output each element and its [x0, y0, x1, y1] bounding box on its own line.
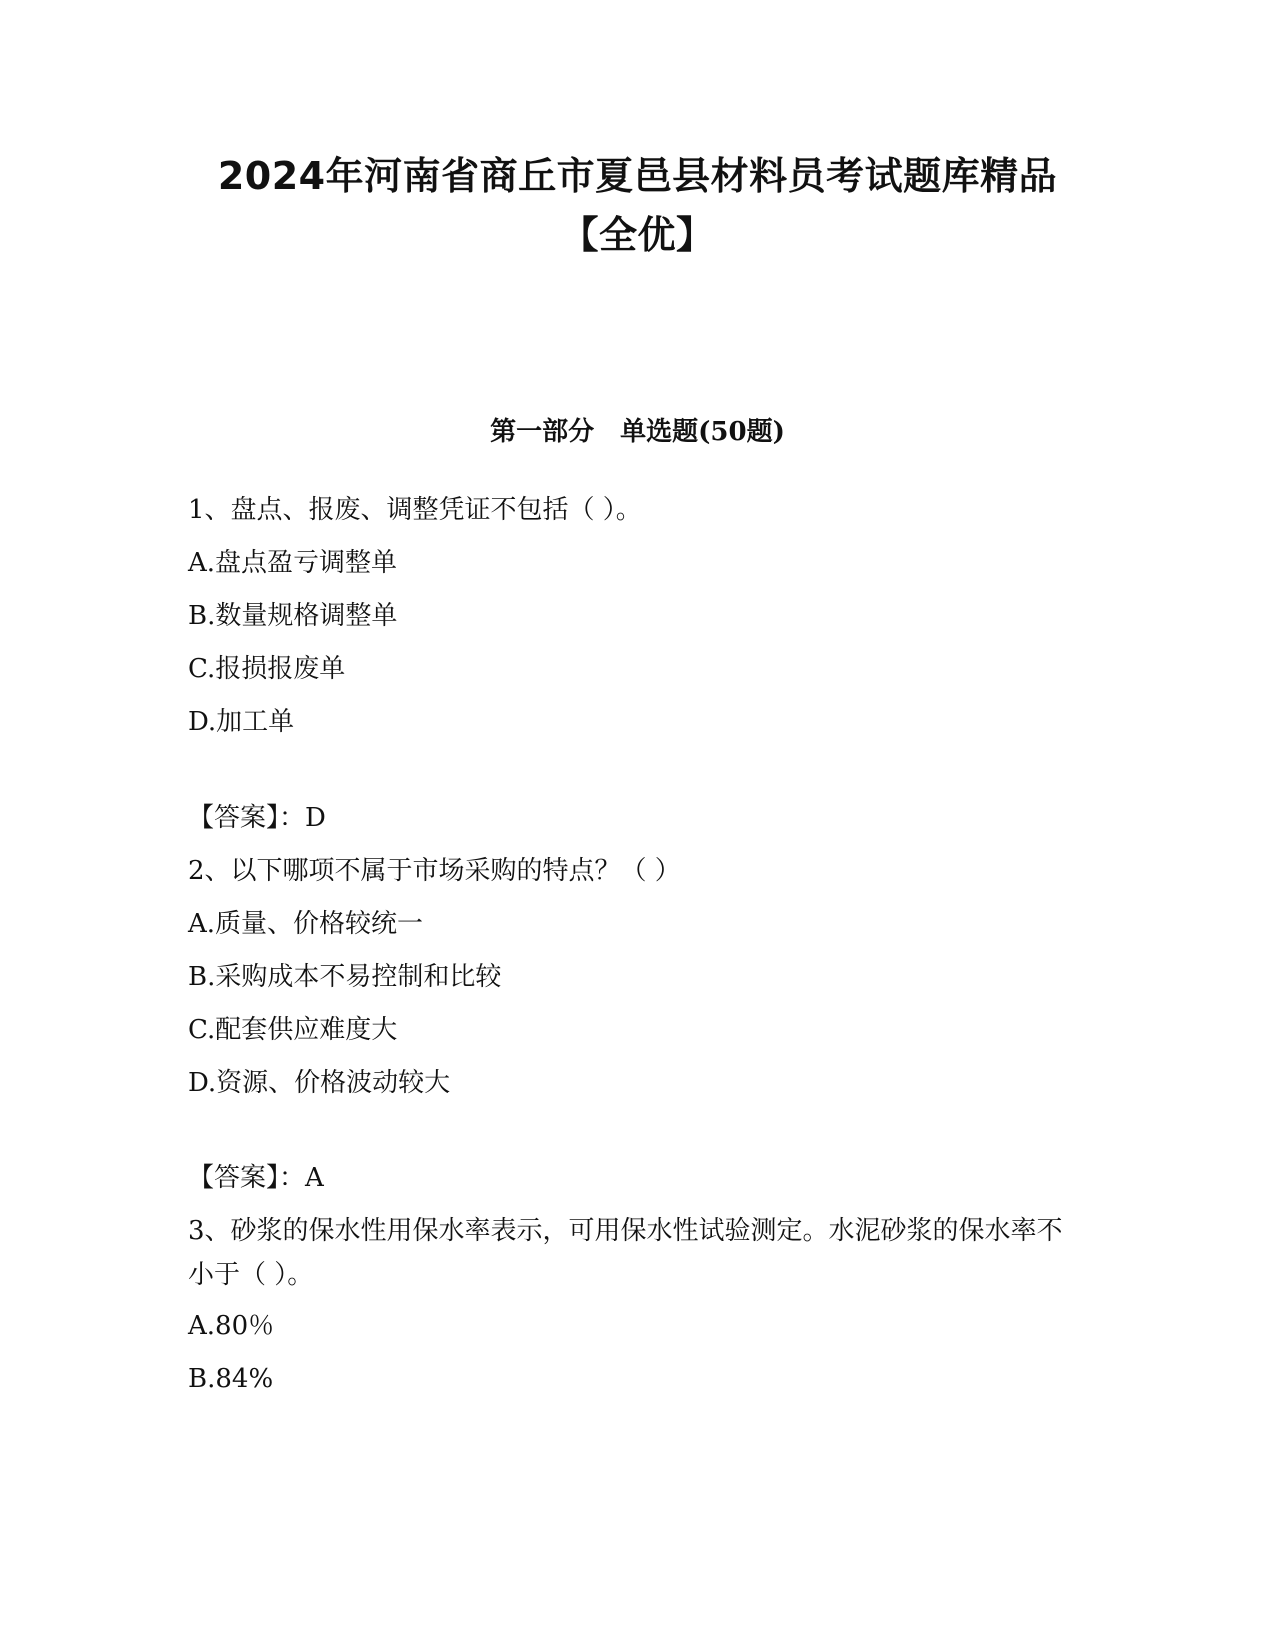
- question-2-answer: 【答案】：A: [188, 1163, 324, 1193]
- section-heading: 第一部分 单选题(50题): [490, 417, 785, 447]
- question-1-option-a: A.盘点盈亏调整单: [188, 548, 398, 578]
- question-2-option-b: B.采购成本不易控制和比较: [188, 962, 502, 992]
- question-2-stem: 2、以下哪项不属于市场采购的特点？（ ）: [188, 856, 681, 886]
- question-3-option-b: B.84%: [188, 1364, 274, 1394]
- question-1-option-d: D.加工单: [188, 707, 295, 737]
- question-1-answer: 【答案】：D: [188, 803, 326, 833]
- question-2-option-c: C.配套供应难度大: [188, 1015, 398, 1045]
- question-3-option-a: A.80％: [188, 1311, 275, 1341]
- question-1-option-b: B.数量规格调整单: [188, 601, 398, 631]
- question-1-option-c: C.报损报废单: [188, 654, 346, 684]
- document-title-line-2: 【全优】: [560, 213, 715, 257]
- document-title-line-1: 2024年河南省商丘市夏邑县材料员考试题库精品: [217, 154, 1058, 198]
- question-2-option-d: D.资源、价格波动较大: [188, 1068, 451, 1098]
- question-1-stem: 1、盘点、报废、调整凭证不包括（ ）。: [188, 495, 642, 525]
- question-3-stem: 3、砂浆的保水性用保水率表示，可用保水性试验测定。水泥砂浆的保水率不小于（ ）。: [188, 1216, 1063, 1290]
- question-2-option-a: A.质量、价格较统一: [188, 909, 424, 939]
